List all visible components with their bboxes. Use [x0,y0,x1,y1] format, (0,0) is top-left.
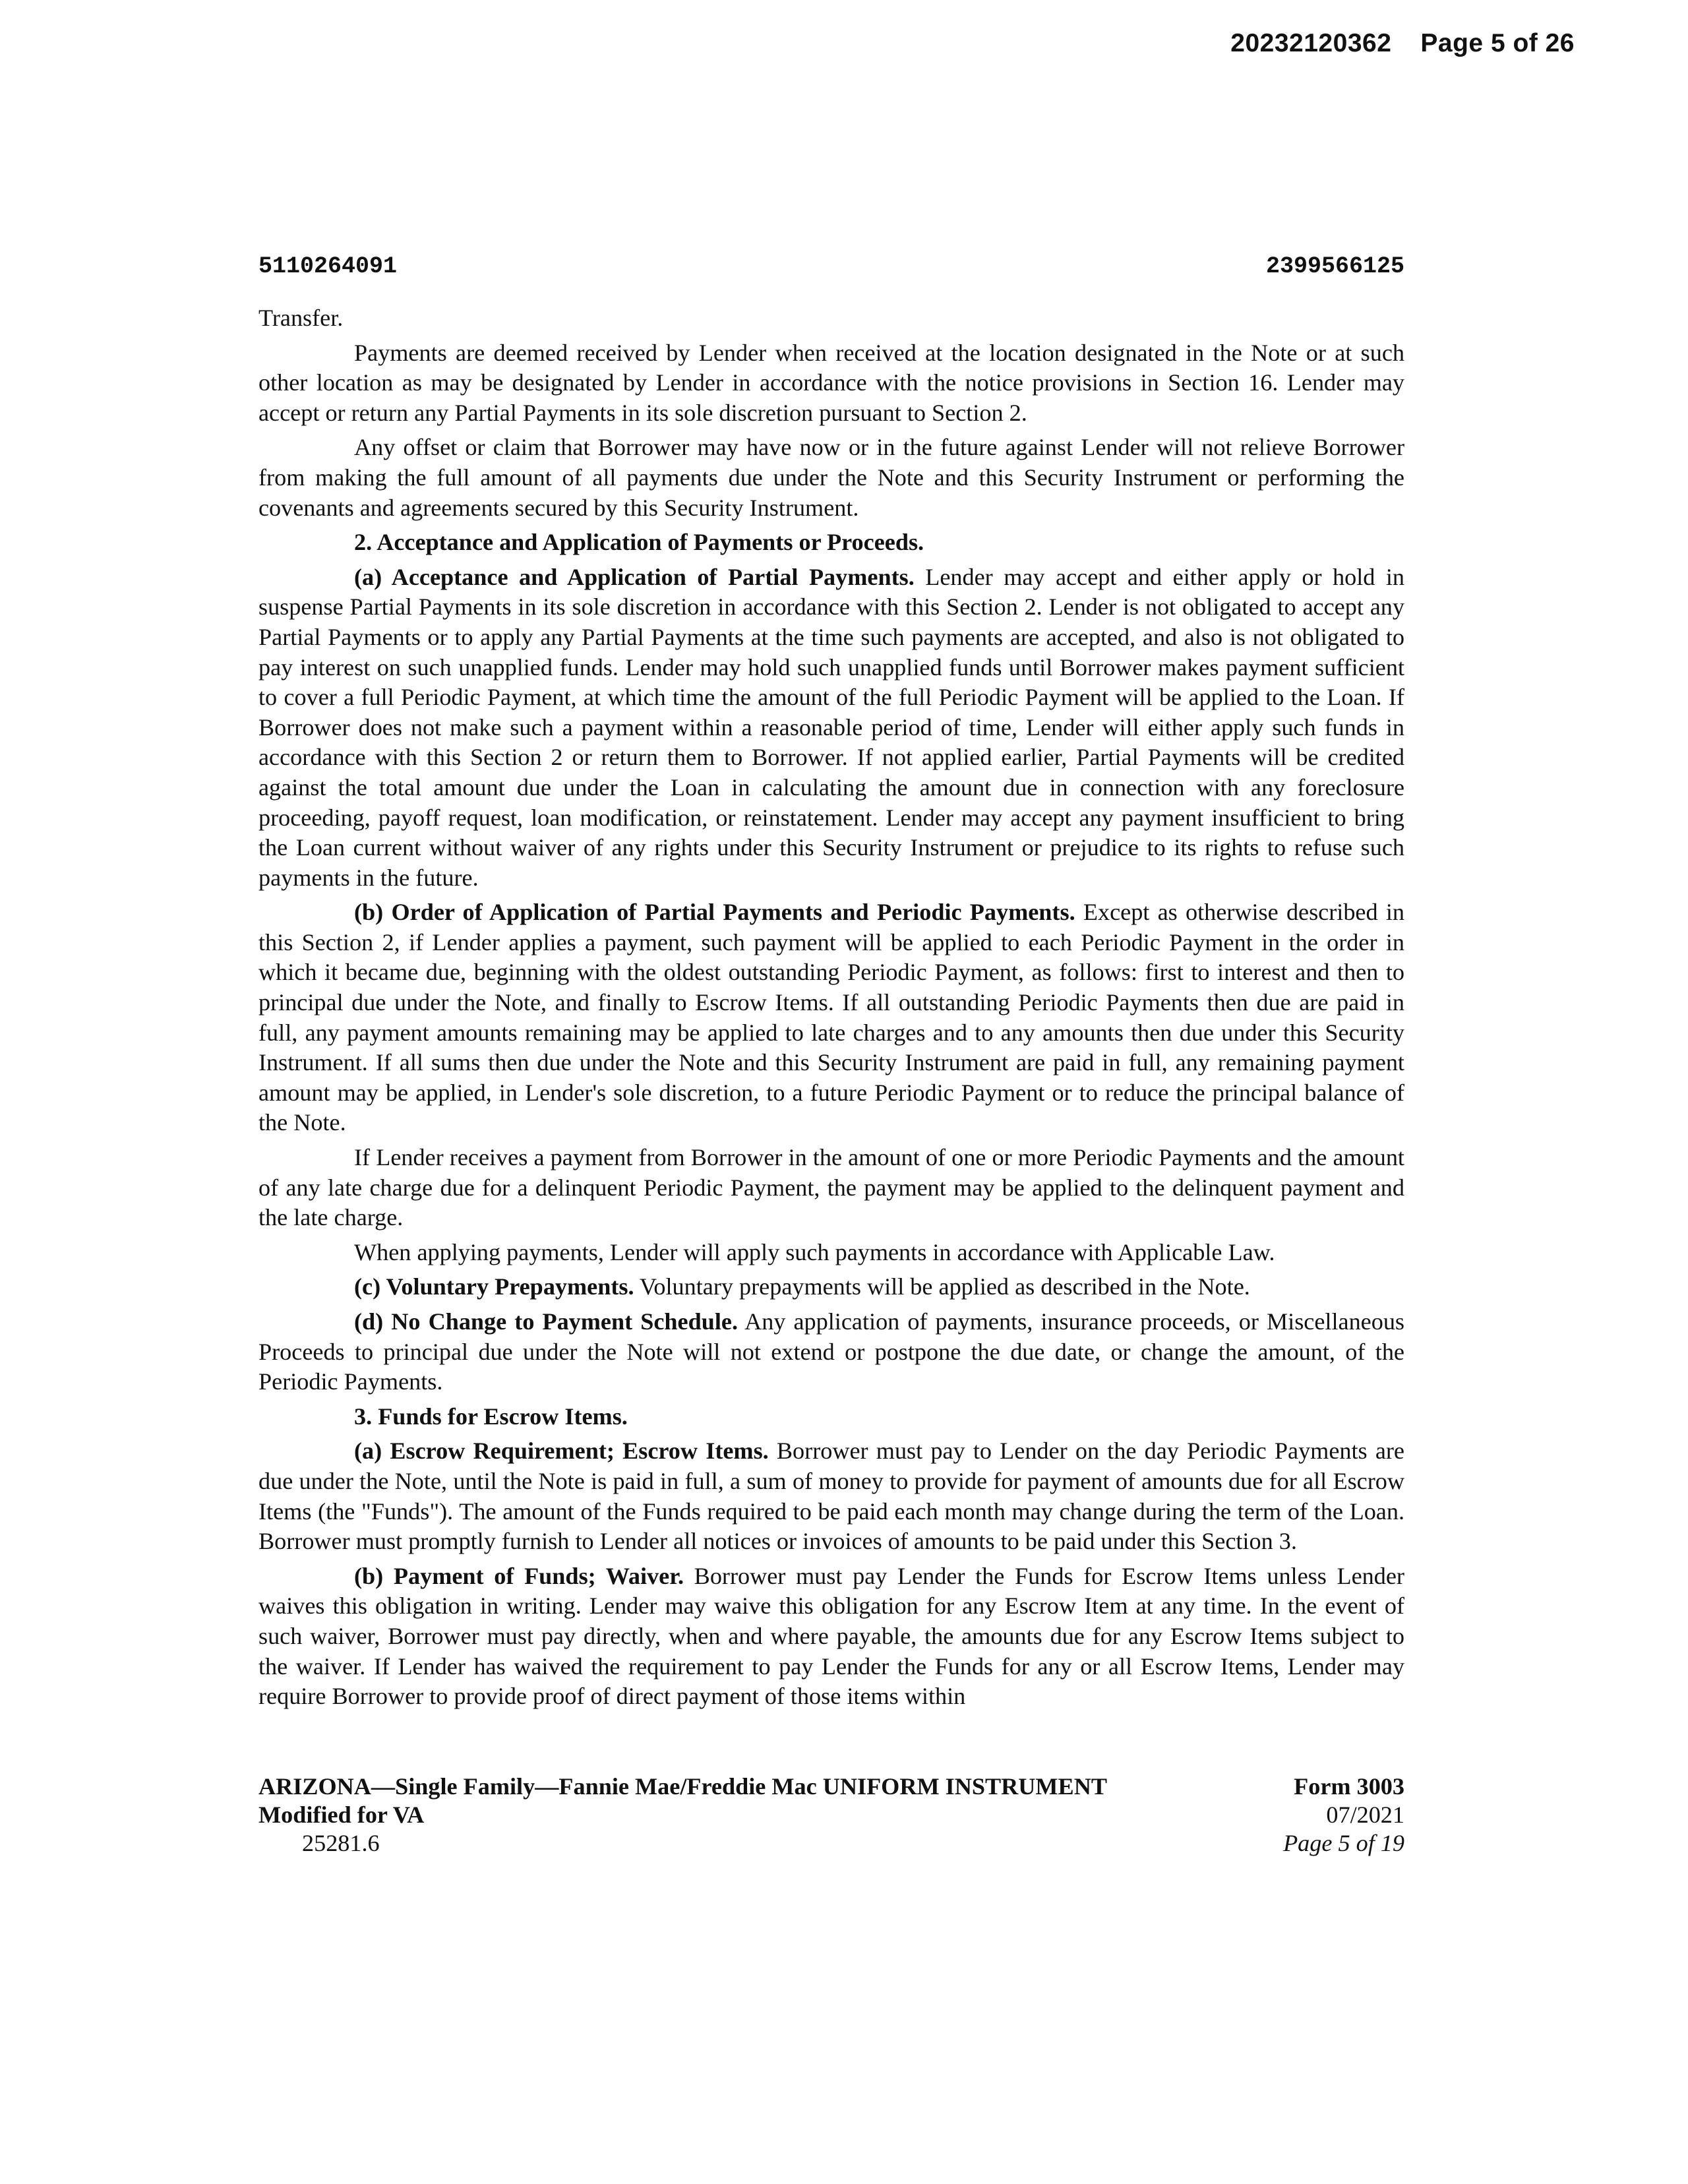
section-2b-heading: (b) Order of Application of Partial Payments and Periodic Payments. [354,899,1075,926]
paragraph-applicable-law: When applying payments, Lender will apply such payments in accordance with Applicable Law. [354,1238,1275,1265]
section-3b [258,1562,1404,1712]
footer-modified [258,1801,1182,1829]
recording-page: Page 5 of 26 [1420,29,1575,57]
footer-instrument-info [258,1773,1182,1858]
paragraph-transfer: Transfer. [258,305,344,331]
footer-form-date: 07/2021 [1326,1802,1404,1828]
paragraph-offset: Any offset or claim that Borrower may have now or in the future against Lender will not relieve Borrower from making the full amount of all payments due under the Note and this Security Instrument or performing the covenants and agreements secured by this Security Instrument. [258,434,1404,521]
footer-form-label: Form 3003 [1294,1773,1404,1800]
footer-form [1283,1773,1404,1801]
loan-number-left: 5110264091 [258,253,398,280]
section-2b [258,897,1404,1138]
section-2-title: 2. Acceptance and Application of Payments or Proceeds. [354,529,924,556]
recording-stamp [1230,29,1575,58]
paragraph-payments-received: Payments are deemed received by Lender when received at the location designated in the Note or at such other location as may be designated by Lender in accordance with the notice provisions in Section 16. Lender may accept or return any Partial Payments in its sole discretion pursuant to Section 2. [258,339,1404,426]
recording-number: 20232120362 [1230,29,1392,57]
section-2c-heading: (c) Voluntary Prepayments. [354,1273,634,1300]
footer-doc-code: 25281.6 [302,1830,380,1856]
section-2a [258,562,1404,894]
section-3b-heading: (b) Payment of Funds; Waiver. [354,1562,684,1589]
section-2d-heading: (d) No Change to Payment Schedule. [354,1308,738,1335]
section-2c [258,1272,1404,1302]
footer-page-number: Page 5 of 19 [1283,1830,1404,1856]
section-2a-text: Lender may accept and either apply or hold in suspense Partial Payments in its sole discretion in accordance with this Section 2. Lender is not obligated to accept any Partial Payments or to apply any Partial Payments at the time such payments are accepted, and also is not obligated to pay interest on such unapplied funds. Lender may hold such unapplied funds until Borrower makes payment sufficient to cover a full Periodic Payment, at which time the amount of the full Periodic Payment will be applied to the Loan. If Borrower does not make such a payment within a reasonable period of time, Lender will either apply such funds in accordance with this Section 2 or return them to Borrower. If not applied earlier, Partial Payments will be credited against the total amount due under the Loan in calculating the amount due in connection with any foreclosure proceeding, payoff request, loan modification, or reinstatement. Lender may accept any payment insufficient to bring the Loan current without waiver of any rights under this Security Instrument or prejudice to its rights to refuse such payments in the future. [258,563,1404,891]
loan-number-right: 2399566125 [1265,253,1404,280]
section-3-title: 3. Funds for Escrow Items. [354,1403,628,1430]
section-2d [258,1307,1404,1397]
paragraph-late-charge: If Lender receives a payment from Borrower in the amount of one or more Periodic Payments and the amount of any late charge due for a delinquent Periodic Payment, the payment may be applied to the delinquent payment and the late charge. [258,1144,1404,1231]
section-2a-heading: (a) Acceptance and Application of Partial Payments. [354,563,915,590]
section-3-heading [258,1402,1404,1432]
footer-modified-label: Modified for VA [258,1802,425,1828]
section-2-heading [258,528,1404,558]
footer-state: ARIZONA—Single Family— [258,1773,559,1800]
footer-form-info [1283,1773,1404,1858]
footer-instrument: Fannie Mae/Freddie Mac UNIFORM INSTRUMENT [558,1773,1107,1800]
section-3b-text: Borrower must pay Lender the Funds for Escrow Items unless Lender waives this obligation in writing. Lender may waive this obligation for any Escrow Item at any time. In the event of such waiver, Borrower must pay directly, when and where payable, the amounts due for any Escrow Items subject to the waiver. If Lender has waived the requirement to pay Lender the Funds for any or all Escrow Items, Lender may require Borrower to provide proof of direct payment of those items within [258,1562,1404,1710]
section-3a-heading: (a) Escrow Requirement; Escrow Items. [354,1438,769,1465]
section-3a [258,1436,1404,1556]
document-body [258,303,1404,1716]
section-2c-text: Voluntary prepayments will be applied as described in the Note. [634,1273,1250,1300]
section-3a-text: Borrower must pay to Lender on the day Periodic Payments are due under the Note, until the Note is paid in full, a sum of money to provide for payment of amounts due for all Escrow Items (the "Funds"). The amount of the Funds required to be paid each month may change during the term of the Loan. Borrower must promptly furnish to Lender all notices or invoices of amounts to be paid under this Section 3. [258,1438,1404,1555]
section-2b-text: Except as otherwise described in this Section 2, if Lender applies a payment, such payment will be applied to each Periodic Payment in the order in which it became due, beginning with the oldest outstanding Periodic Payment, as follows: first to interest and then to principal due under the Note, and finally to Escrow Items. If all outstanding Periodic Payments then due are paid in full, any payment amounts remaining may be applied to late charges and to any amounts then due under this Security Instrument. If all sums then due under the Note and this Security Instrument are paid in full, any remaining payment amount may be applied, in Lender's sole discretion, to a future Periodic Payment or to reduce the principal balance of the Note. [258,899,1404,1136]
footer-title-line [258,1773,1182,1801]
loan-id-row [258,253,1404,280]
section-2d-text: Any application of payments, insurance proceeds, or Miscellaneous Proceeds to principal due under the Note will not extend or postpone the due date, or change the amount, of the Periodic Payments. [258,1308,1404,1395]
